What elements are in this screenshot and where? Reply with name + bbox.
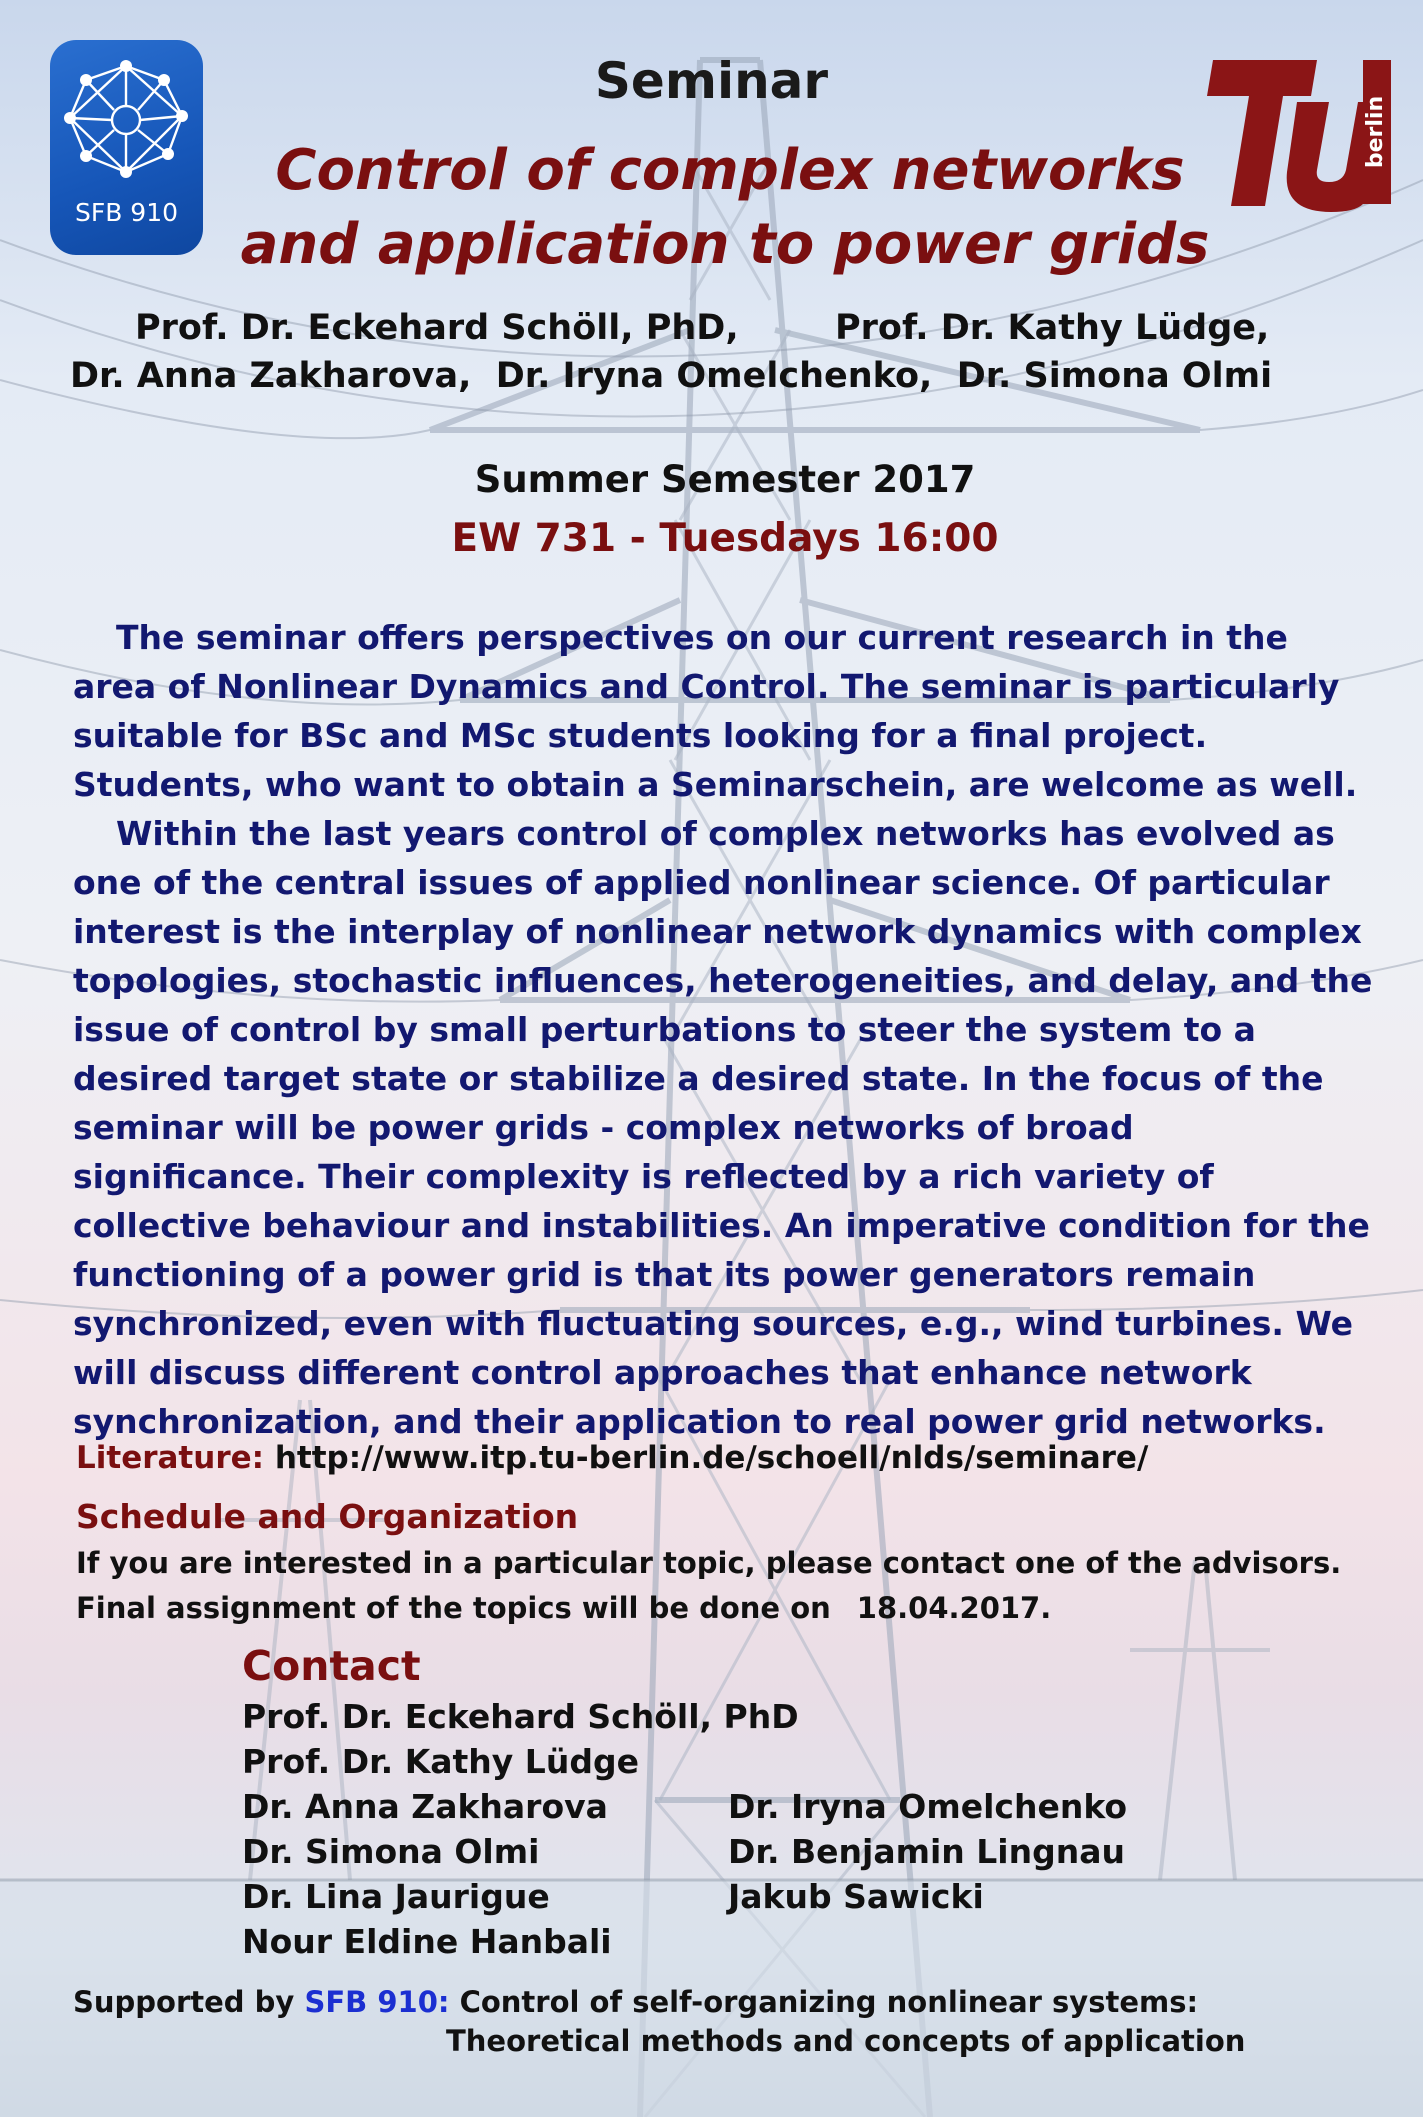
seminar-label: Seminar (594, 52, 829, 110)
schedule-line-1: If you are interested in a particular topic, please contact one of the advisors. (76, 1546, 1342, 1580)
contact-full-1: Prof. Dr. Eckehard Schöll, PhD (242, 1697, 799, 1736)
supported-by: Supported by (73, 1985, 295, 2019)
contact-full-2: Prof. Dr. Kathy Lüdge (242, 1742, 639, 1781)
tu-logo-text: berlin (1363, 95, 1388, 169)
footer-line-1-rest: Control of self-organizing nonlinear systems: (459, 1985, 1199, 2019)
assignment-date: 18.04.2017. (856, 1591, 1052, 1625)
footer-line-1 (73, 1985, 1198, 2019)
contact-left-1: Dr. Anna Zakharova (242, 1787, 608, 1826)
contact-heading: Contact (242, 1642, 421, 1690)
contact-right-1: Dr. Iryna Omelchenko (728, 1787, 1128, 1826)
title-line-2: and application to power grids (240, 212, 1210, 277)
authors-line-1a: Prof. Dr. Eckehard Schöll, PhD, (135, 308, 739, 348)
schedule-heading: Schedule and Organization (76, 1497, 579, 1536)
contact-left-4: Nour Eldine Hanbali (242, 1922, 612, 1961)
time-room: EW 731 - Tuesdays 16:00 (451, 516, 999, 561)
literature-url[interactable]: http://www.itp.tu-berlin.de/schoell/nlds/seminare/ (274, 1440, 1149, 1476)
description-paragraph-2: Within the last years control of complex networks has evolved as one of the central issues of applied nonlinear science. Of particular interest is the interplay of nonlinear network dynamics with complex topologies, stochastic influences, heterogeneities, and delay, and the issue of control by small perturbations to steer the system to a desired target state or stabilize a desired state. In the focus of the seminar will be power grids - complex networks of broad significance. Their complexity is reflected by a rich variety of collective behaviour and instabilities. An imperative condition for the functioning of a power grid is that its power generators remain synchronized, even with fluctuating sources, e.g., wind turbines. We will discuss different control approaches that enhance network synchronization, and their application to real power grid networks. (73, 814, 1373, 1441)
sfb-logo-text: SFB 910 (74, 198, 179, 227)
schedule-line-2-text: Final assignment of the topics will be done on (76, 1591, 831, 1625)
schedule-line-2 (76, 1591, 1051, 1625)
sfb-910-link: SFB 910: (304, 1985, 450, 2019)
contact-right-2: Dr. Benjamin Lingnau (728, 1832, 1125, 1871)
authors-line-2: Dr. Anna Zakharova, Dr. Iryna Omelchenko, Dr. Simona Olmi (70, 356, 1273, 396)
contact-left-3: Dr. Lina Jaurigue (242, 1877, 550, 1916)
literature-label: Literature: (76, 1440, 265, 1476)
description (73, 613, 1373, 1446)
footer-line-2: Theoretical methods and concepts of application (446, 2024, 1246, 2058)
description-paragraph-1: The seminar offers perspectives on our current research in the area of Nonlinear Dynamics and Control. The seminar is particularly suitable for BSc and MSc students looking for a final project. Students, who want to obtain a Seminarschein, are welcome as well. (73, 618, 1358, 804)
title-line-1: Control of complex networks (275, 138, 1185, 203)
semester: Summer Semester 2017 (474, 458, 976, 501)
authors-line-1b: Prof. Dr. Kathy Lüdge, (835, 308, 1270, 348)
contact-left-2: Dr. Simona Olmi (242, 1832, 540, 1871)
contact-right-3: Jakub Sawicki (728, 1877, 984, 1916)
literature-line (76, 1440, 1148, 1476)
